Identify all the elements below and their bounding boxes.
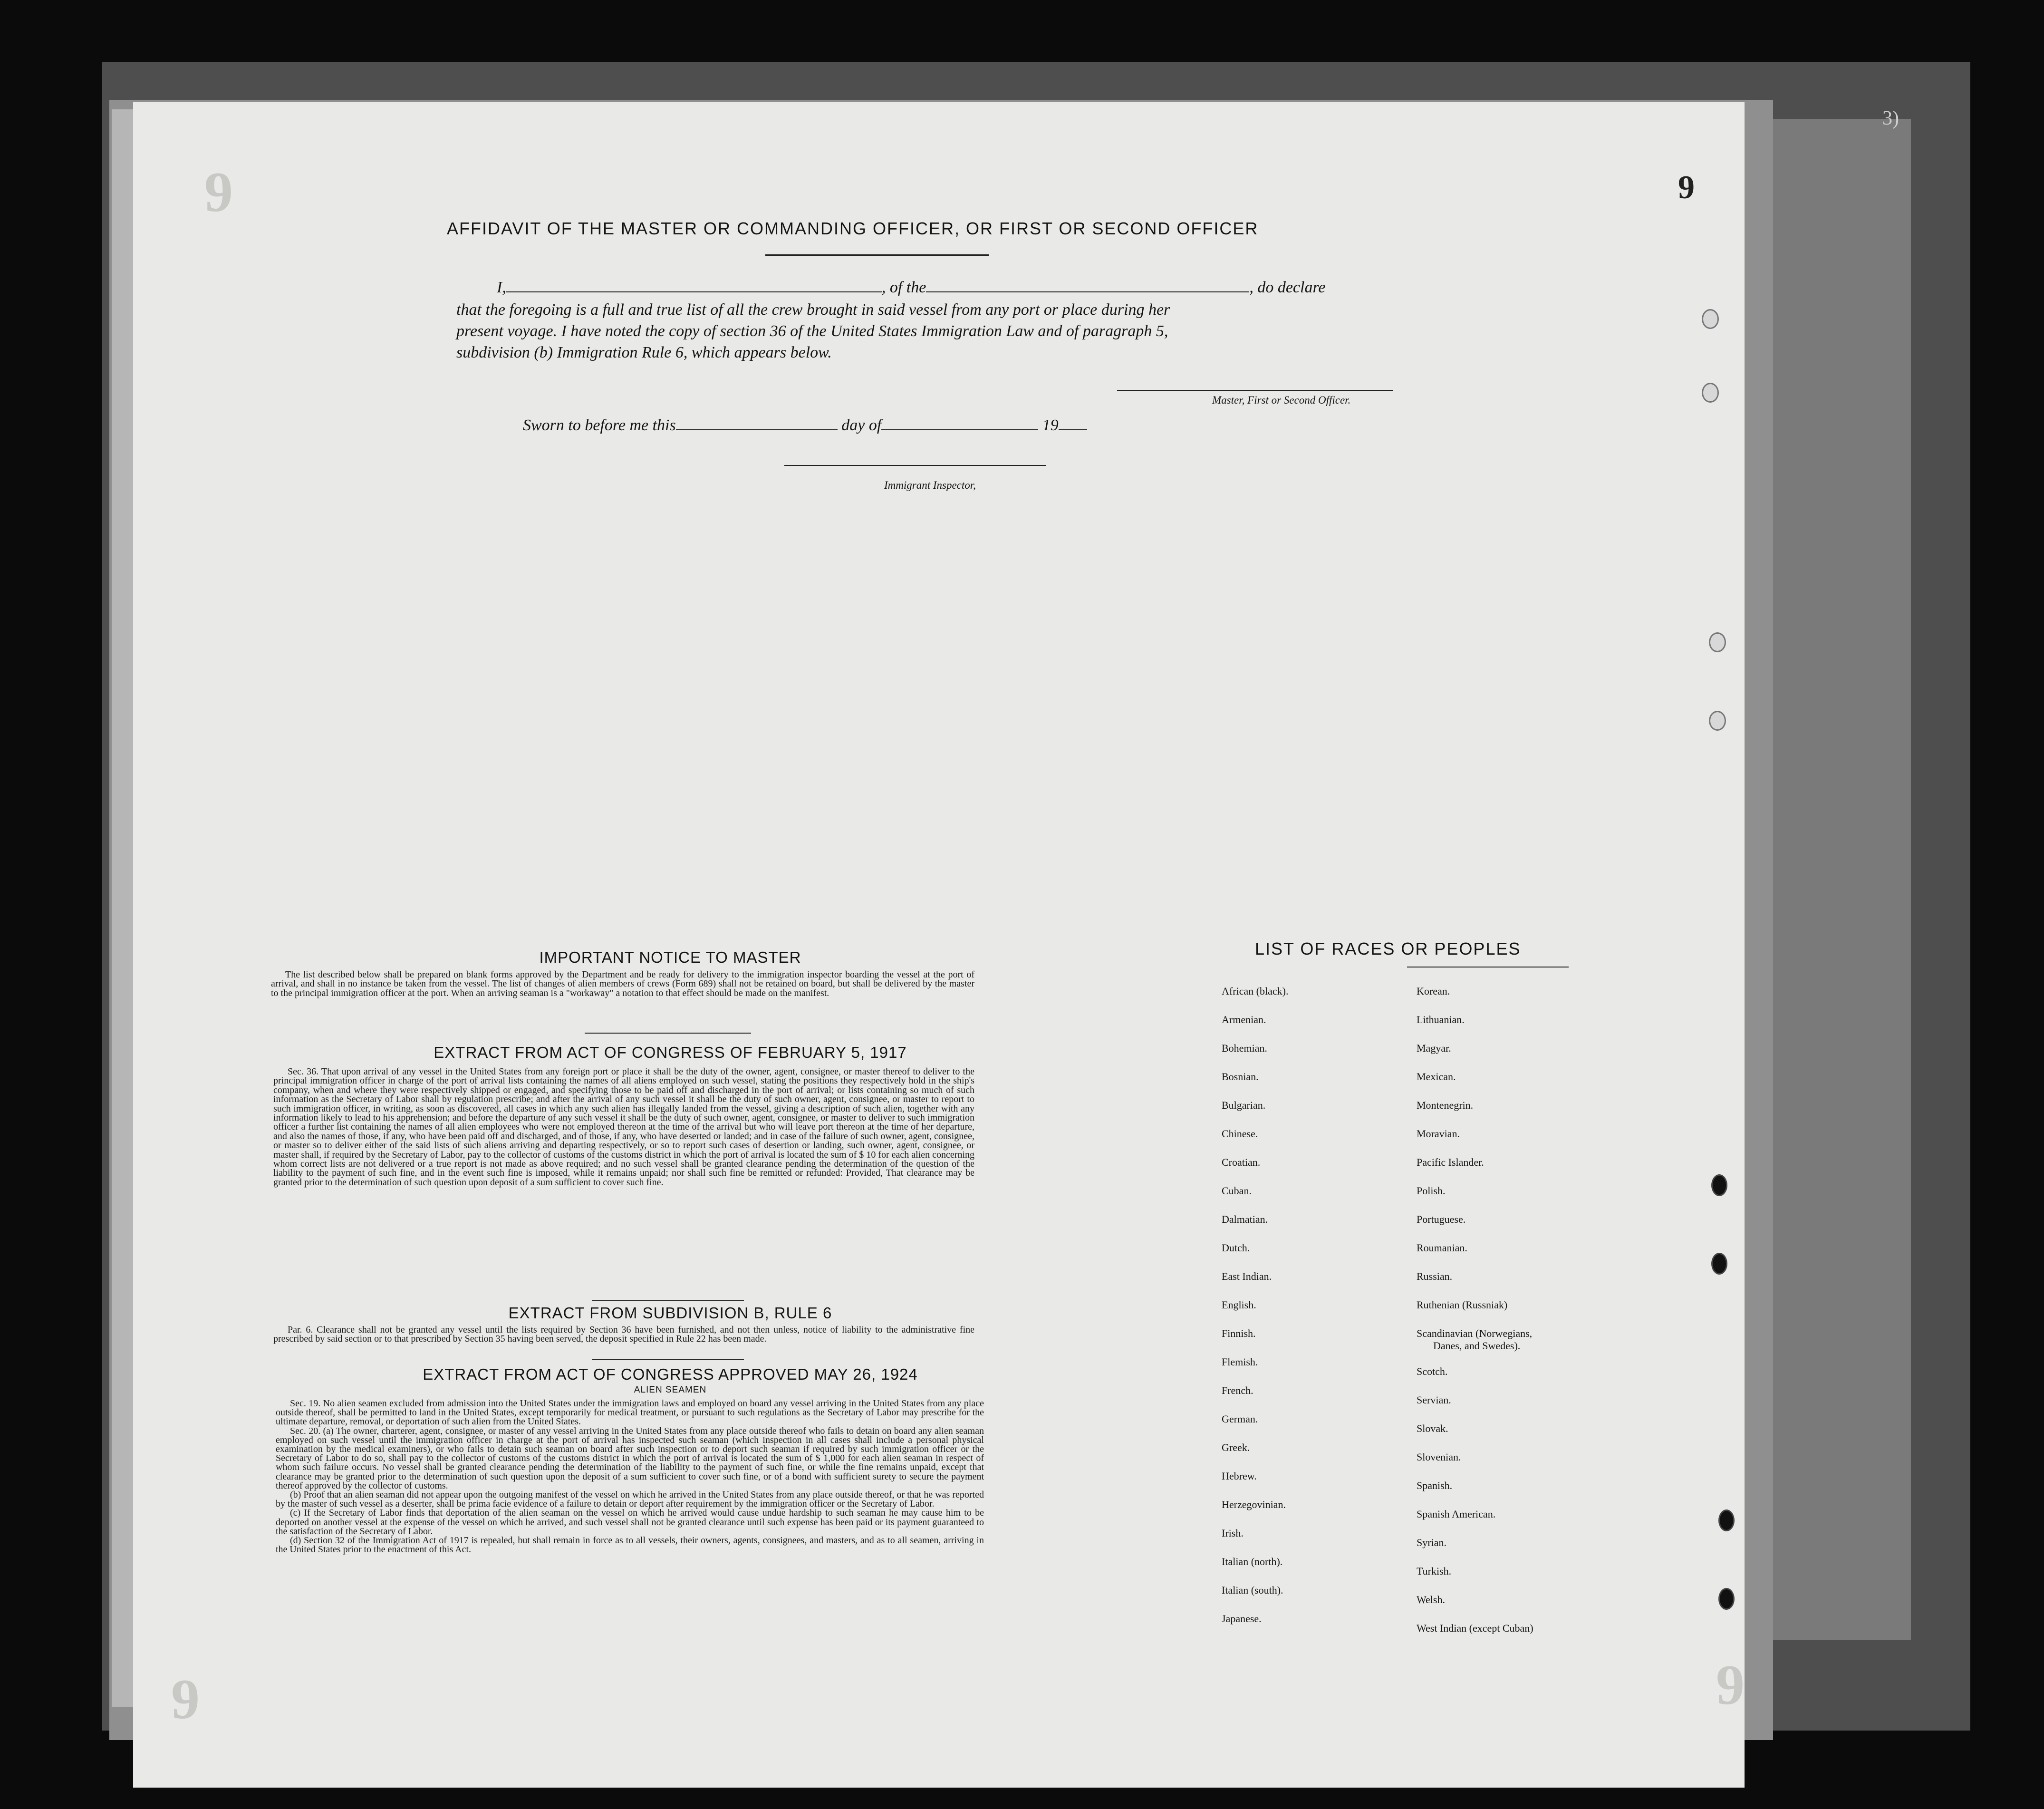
- race-left-item: Flemish.: [1222, 1356, 1258, 1368]
- sworn-line: [523, 416, 1087, 435]
- extract-1917-text: [273, 1067, 974, 1187]
- divider: [592, 1359, 744, 1360]
- race-right-item: Korean.: [1417, 985, 1450, 997]
- extract-1924-paragraph: Sec. 20. (a) The owner, charterer, agent, consignee, or master of any vessel arriving in the United States from any place outside thereof who fails to detain on board any alien seaman employed on such vessel until the immigration officer in charge at the port of arrival has inspected such seaman (which inspection in all cases shall include a personal physical examination by the medical examiners), or who fails to detain such seaman on board after such inspection or to deport such seaman if required by such immigration officer or the Secretary of Labor to do so, shall pay to the collector of customs of the customs district in which the port of arrival is located the sum of $ 1,000 for each alien seaman in respect of whom such failure occurs. No vessel shall be granted clearance pending the determination of the liability to the payment of such fine, or while the fine remains unpaid, except that clearance may be granted prior to the determination of such question upon the deposit of a sum sufficient to cover such fine, or of a bond with sufficient surety to secure the payment thereof approved by the collector of customs.: [276, 1425, 984, 1491]
- race-right-item: Syrian.: [1417, 1537, 1446, 1548]
- race-right-item: Moravian.: [1417, 1128, 1460, 1140]
- affidavit-do-declare: , do declare: [1249, 279, 1326, 296]
- divider: [765, 254, 989, 256]
- notice-master-paragraph: The list described below shall be prepared on blank forms approved by the Department and be ready for delivery to the immigration inspector boarding the vessel at the port of arrival, and shall in no instance be taken from the vessel. The list of changes of alien members of crews (Form 689) shall not be retained on board, but shall be delivered by the master to the principal immigration officer at the port. When an arriving seaman is a "workaway" a notation to that effect should be made on the manifest.: [271, 969, 974, 998]
- race-right-item: Slovenian.: [1417, 1451, 1461, 1463]
- day-of-label: day of: [841, 416, 882, 434]
- binder-hole: [1702, 383, 1719, 403]
- notice-master-text: [271, 970, 974, 998]
- race-right-item: Danes, and Swedes).: [1433, 1340, 1521, 1352]
- race-left-item: French.: [1222, 1384, 1253, 1396]
- divider: [592, 1300, 744, 1301]
- affidavit-title: AFFIDAVIT OF THE MASTER OR COMMANDING OFFICER, OR FIRST OR SECOND OFFICER: [447, 219, 1259, 238]
- race-right-item: Montenegrin.: [1417, 1099, 1474, 1111]
- extract-rule6-paragraph: Par. 6. Clearance shall not be granted any vessel until the lists required by Section 36 have been furnished, and not then unless, notice of liability to the administrative fine prescribed by said section or to that prescribed by Section 35 having been served, the deposit specified in Rule 22 has been made.: [273, 1325, 974, 1345]
- divider: [585, 1033, 751, 1034]
- affidavit-i-label: I,: [497, 279, 506, 296]
- race-left-item: Japanese.: [1222, 1613, 1262, 1625]
- extract-1917-paragraph: Sec. 36. That upon arrival of any vessel in the United States from any foreign port or place it shall be the duty of the owner, agent, consignee, or master thereof to deliver to the principal immigration officer in charge of the port of arrival lists containing the names of all aliens employed on such vessel, stating the positions they respectively hold in the ship's company, when and where they were respectively shipped or engaged, and specifying those to be paid off and discharged in the port of arrival; or lists containing so much of such information as the Secretary of Labor shall by regulation prescribe; and after the arrival of any such vessel it shall be the duty of such owner, agent, consignee, or master to report to such immigration officer, in writing, as soon as discovered, all cases in which any such alien has illegally landed from the vessel, giving a description of such alien, together with any information likely to lead to his apprehension; and before the departure of any such vessel it shall be the duty of such owner, agent, consignee, or master to deliver to such immigration officer a further list containing the names of all alien employees who were not employed thereon at the time of the arrival but who will leave port thereon at the time of her departure, and also the names of those, if any, who have been paid off and discharged, and of those, if any, who have deserted or landed; and in case of the failure of such owner, agent, consignee, or master so to deliver either of the said lists of such aliens arriving and departing respectively, or so to report such cases of desertion or landing, such owner, agent, consignee, or master shall, if required by the Secretary of Labor, pay to the collector of customs of the customs district in which the port of arrival is located the sum of $ 10 for each alien concerning whom correct lists are not delivered or a true report is not made as above required; and no such vessel shall be granted clearance pending the determination of the question of the liability to the payment of such fine, and in the event such fine is imposed, while it remains unpaid; nor shall such fine be remitted or refunded: Provided, That clearance may be granted prior to the determination of such question upon deposit of a sum sufficient to cover such fine.: [273, 1066, 974, 1188]
- race-right-item: Ruthenian (Russniak): [1417, 1299, 1508, 1311]
- race-right-item: Magyar.: [1417, 1042, 1451, 1054]
- page-number-top-right: 9: [1678, 169, 1695, 206]
- affidavit-line-3: present voyage. I have noted the copy of section 36 of the United States Immigration Law and of paragraph 5,: [456, 322, 1168, 340]
- affidavit-line-2: that the foregoing is a full and true list of all the crew brought in said vessel from any port or place during her: [456, 301, 1170, 319]
- race-left-item: Dalmatian.: [1222, 1213, 1268, 1225]
- extract-rule6-title: EXTRACT FROM SUBDIVISION B, RULE 6: [508, 1304, 832, 1322]
- race-left-item: Finnish.: [1222, 1327, 1256, 1339]
- binder-hole: [1709, 711, 1726, 731]
- binder-hole: [1711, 1253, 1727, 1275]
- binder-hole: [1702, 309, 1719, 329]
- affidavit-line-1: [497, 278, 1326, 297]
- race-left-item: Chinese.: [1222, 1128, 1258, 1140]
- extract-1924-subtitle: ALIEN SEAMEN: [634, 1385, 707, 1395]
- race-left-item: Italian (south).: [1222, 1584, 1283, 1596]
- extract-1924-text: [276, 1399, 984, 1554]
- race-right-item: Spanish American.: [1417, 1508, 1496, 1520]
- race-left-item: Irish.: [1222, 1527, 1244, 1539]
- binder-hole: [1711, 1174, 1727, 1196]
- affidavit-line-4: subdivision (b) Immigration Rule 6, which appears below.: [456, 344, 832, 361]
- sworn-year-blank[interactable]: [1059, 416, 1087, 430]
- extract-1924-paragraph: (c) If the Secretary of Labor finds that deportation of the alien seaman on the vessel on which he arrived would cause undue hardship to such seaman he may cause him to be deported on another vessel at the expense of the vessel on which he arrived, and such vessel shall not be granted clearance until such expense has been paid or its payment guaranteed to the satisfaction of the Secretary of Labor.: [276, 1508, 984, 1537]
- race-left-item: Armenian.: [1222, 1014, 1266, 1025]
- race-left-item: Croatian.: [1222, 1156, 1261, 1168]
- race-right-item: Roumanian.: [1417, 1242, 1467, 1254]
- race-right-item: Scotch.: [1417, 1365, 1448, 1377]
- race-right-item: Portuguese.: [1417, 1213, 1466, 1225]
- page-number-bottom-left: 9: [171, 1667, 200, 1731]
- race-left-item: African (black).: [1222, 985, 1289, 997]
- extract-1924-title: EXTRACT FROM ACT OF CONGRESS APPROVED MAY 26, 1924: [423, 1365, 918, 1383]
- race-left-item: Cuban.: [1222, 1185, 1252, 1197]
- master-signature-label: Master, First or Second Officer.: [1212, 394, 1351, 406]
- race-right-item: Slovak.: [1417, 1422, 1448, 1434]
- race-right-item: Pacific Islander.: [1417, 1156, 1484, 1168]
- race-left-item: German.: [1222, 1413, 1258, 1425]
- race-left-item: Bulgarian.: [1222, 1099, 1266, 1111]
- page-number-bottom-right: 9: [1716, 1653, 1745, 1716]
- binder-hole: [1718, 1588, 1735, 1610]
- race-right-item: Lithuanian.: [1417, 1014, 1465, 1025]
- race-right-item: Servian.: [1417, 1394, 1451, 1406]
- extract-1924-paragraph: (d) Section 32 of the Immigration Act of 1917 is repealed, but shall remain in force as to all vessels, their owners, agents, consignees, and masters, and as to all seamen, arriving in the United States prior to the enactment of this Act.: [276, 1535, 984, 1555]
- race-left-item: Greek.: [1222, 1441, 1250, 1453]
- corner-note: 3): [1882, 107, 1899, 129]
- race-left-item: Herzegovinian.: [1222, 1499, 1286, 1510]
- race-right-item: West Indian (except Cuban): [1417, 1622, 1533, 1634]
- race-right-item: Mexican.: [1417, 1071, 1456, 1083]
- race-left-item: Dutch.: [1222, 1242, 1250, 1254]
- sworn-label: Sworn to before me this: [523, 416, 676, 434]
- name-blank[interactable]: [506, 278, 882, 292]
- race-left-item: Hebrew.: [1222, 1470, 1257, 1482]
- binder-hole: [1709, 632, 1726, 652]
- extract-1924-paragraph: (b) Proof that an alien seaman did not appear upon the outgoing manifest of the vessel on which he arrived in the United States from any place outside thereof, or that he was reported by the master of such vessel as a deserter, shall be prima facie evidence of a failure to detain or deport after requirement by the immigration officer or the Secretary of Labor.: [276, 1490, 984, 1509]
- race-right-item: Welsh.: [1417, 1594, 1445, 1606]
- race-left-item: English.: [1222, 1299, 1256, 1311]
- inspector-signature-line[interactable]: [784, 465, 1046, 466]
- sworn-day-blank[interactable]: [676, 416, 838, 430]
- race-right-item: Russian.: [1417, 1270, 1453, 1282]
- binder-hole: [1718, 1509, 1735, 1531]
- races-title: LIST OF RACES OR PEOPLES: [1255, 939, 1521, 958]
- race-right-item: Polish.: [1417, 1185, 1446, 1197]
- affidavit-of-the: , of the: [881, 279, 926, 296]
- race-right-item: Spanish.: [1417, 1480, 1453, 1491]
- race-right-item: Scandinavian (Norwegians,: [1417, 1327, 1533, 1339]
- race-left-item: Bohemian.: [1222, 1042, 1267, 1054]
- race-left-item: Bosnian.: [1222, 1071, 1259, 1083]
- inspector-label: Immigrant Inspector,: [884, 479, 976, 491]
- race-left-item: Italian (north).: [1222, 1556, 1283, 1567]
- extract-1924-paragraph: Sec. 19. No alien seamen excluded from admission into the United States under the immigration laws and employed on board any vessel arriving in the United States from any place outside thereof, shall be permitted to land in the United States, except temporarily for medical treatment, or pursuant to such regulations as the Secretary of Labor may prescribe for the ultimate departure, removal, or deportation of such alien from the United States.: [276, 1398, 984, 1427]
- year-prefix: 19: [1042, 416, 1059, 434]
- master-signature-line[interactable]: [1117, 390, 1393, 391]
- race-left-item: East Indian.: [1222, 1270, 1272, 1282]
- extract-1917-title: EXTRACT FROM ACT OF CONGRESS OF FEBRUARY 5, 1917: [434, 1044, 907, 1061]
- document-sheet: [133, 102, 1745, 1788]
- notice-master-title: IMPORTANT NOTICE TO MASTER: [539, 948, 801, 966]
- sworn-month-blank[interactable]: [881, 416, 1038, 430]
- race-right-item: Turkish.: [1417, 1565, 1452, 1577]
- vessel-blank[interactable]: [926, 278, 1249, 292]
- extract-rule6-text: [273, 1325, 974, 1344]
- page-number-top-left: 9: [204, 160, 233, 223]
